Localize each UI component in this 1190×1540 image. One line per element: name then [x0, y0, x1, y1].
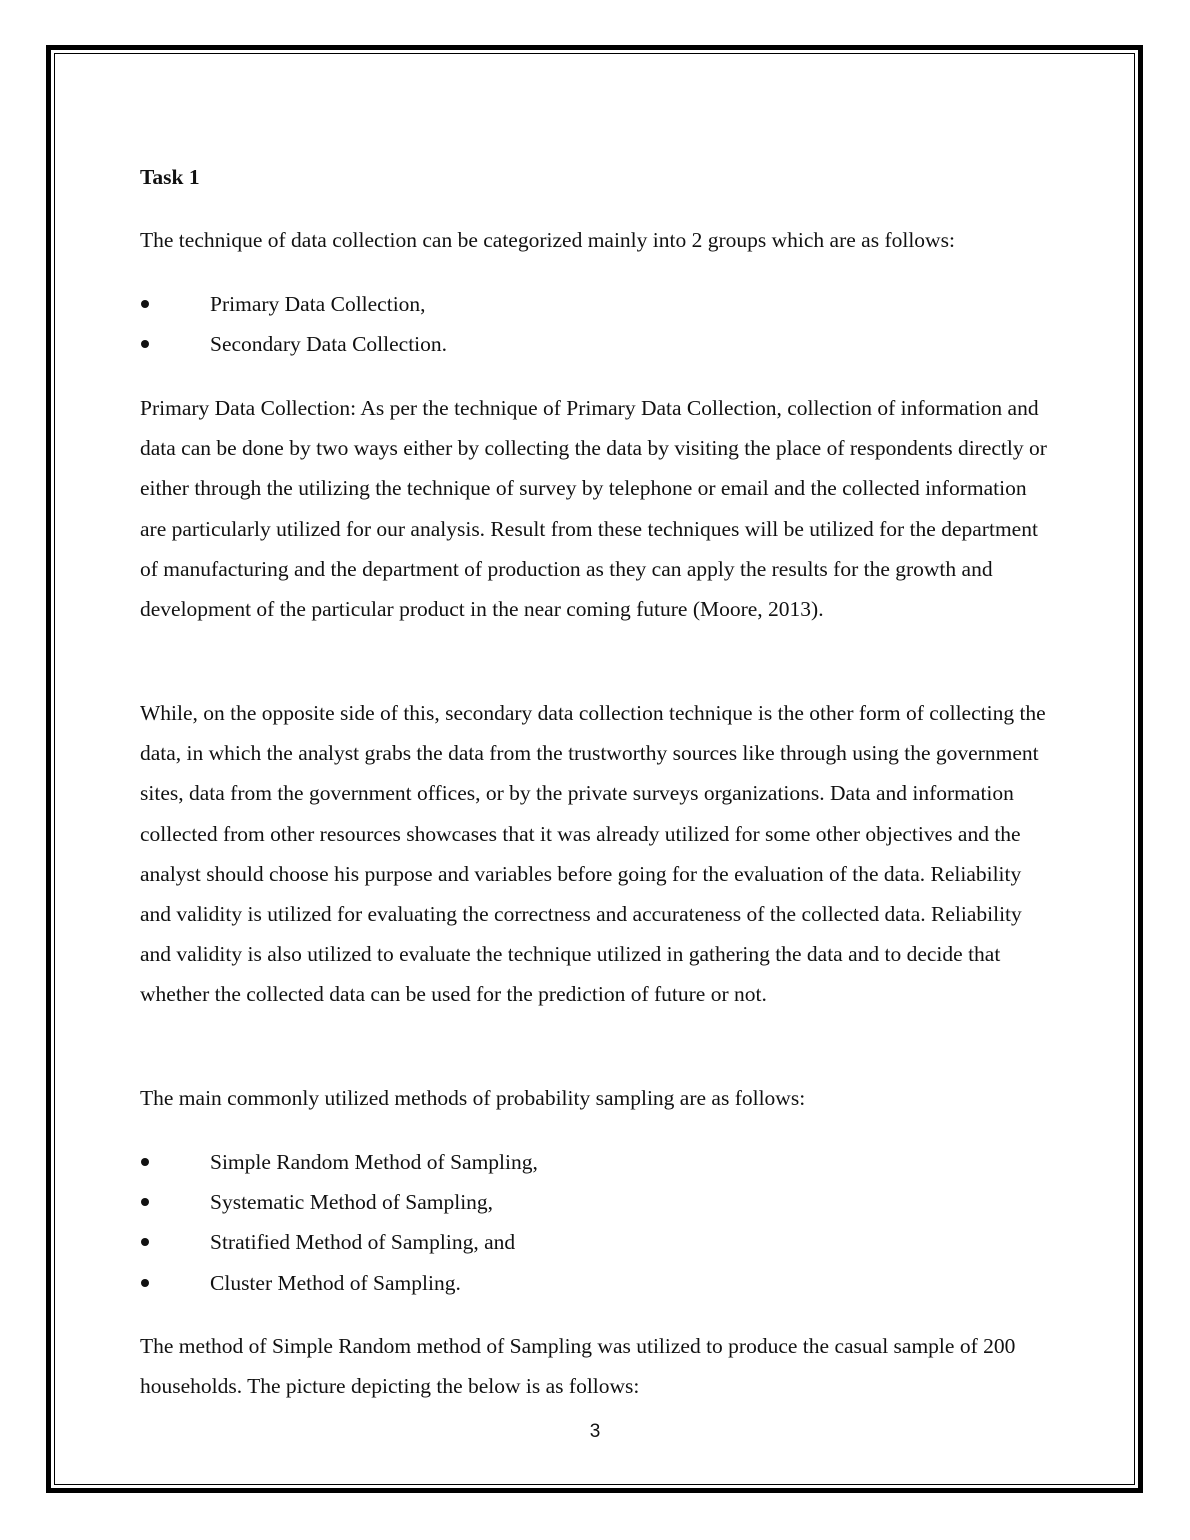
intro-paragraph: The technique of data collection can be categorized mainly into 2 groups which are as follows:	[140, 228, 955, 252]
bullet-icon	[141, 1158, 149, 1166]
task-heading: Task 1	[140, 165, 200, 189]
sampling-intro-paragraph: The main commonly utilized methods of probability sampling are as follows:	[140, 1086, 806, 1110]
list-item-text: Stratified Method of Sampling, and	[210, 1230, 516, 1255]
primary-data-paragraph: Primary Data Collection: As per the technique of Primary Data Collection, collection of information and data can be done by two ways either by collecting the data by visiting the place of respondents directly or either through the utilizing the technique of survey by telephone or email and the collected information are particularly utilized for our analysis. Result from these techniques will be utilized for the department of manufacturing and the department of production as they can apply the results for the growth and development of the particular product in the near coming future (Moore, 2013).	[140, 396, 1047, 622]
page-number: 3	[589, 1421, 601, 1442]
list-item-text: Primary Data Collection,	[210, 292, 426, 316]
closing-paragraph: The method of Simple Random method of Sampling was utilized to produce the casual sample of 200 households. The picture depicting the below is as follows:	[140, 1334, 1016, 1399]
list-item-text: Simple Random Method of Sampling,	[210, 1150, 538, 1174]
list-item-text: Cluster Method of Sampling.	[210, 1270, 461, 1295]
bullet-icon	[141, 1279, 149, 1287]
list-item-text: Systematic Method of Sampling,	[210, 1190, 494, 1215]
bullet-icon	[141, 300, 149, 308]
secondary-data-paragraph: While, on the opposite side of this, secondary data collection technique is the other form of collecting the data, in which the analyst grabs the data from the trustworthy sources like through using the government sites, data from the government offices, or by the private surveys organizations. Data and information collected from other resources showcases that it was already utilized for some other objectives and the analyst should choose his purpose and variables before going for the evaluation of the data. Reliability and validity is utilized for evaluating the correctness and accurateness of the collected data. Reliability and validity is also utilized to evaluate the technique utilized in gathering the data and to decide that whether the collected data can be used for the prediction of future or not.	[140, 701, 1046, 1007]
list-item-text: Secondary Data Collection.	[210, 332, 448, 357]
